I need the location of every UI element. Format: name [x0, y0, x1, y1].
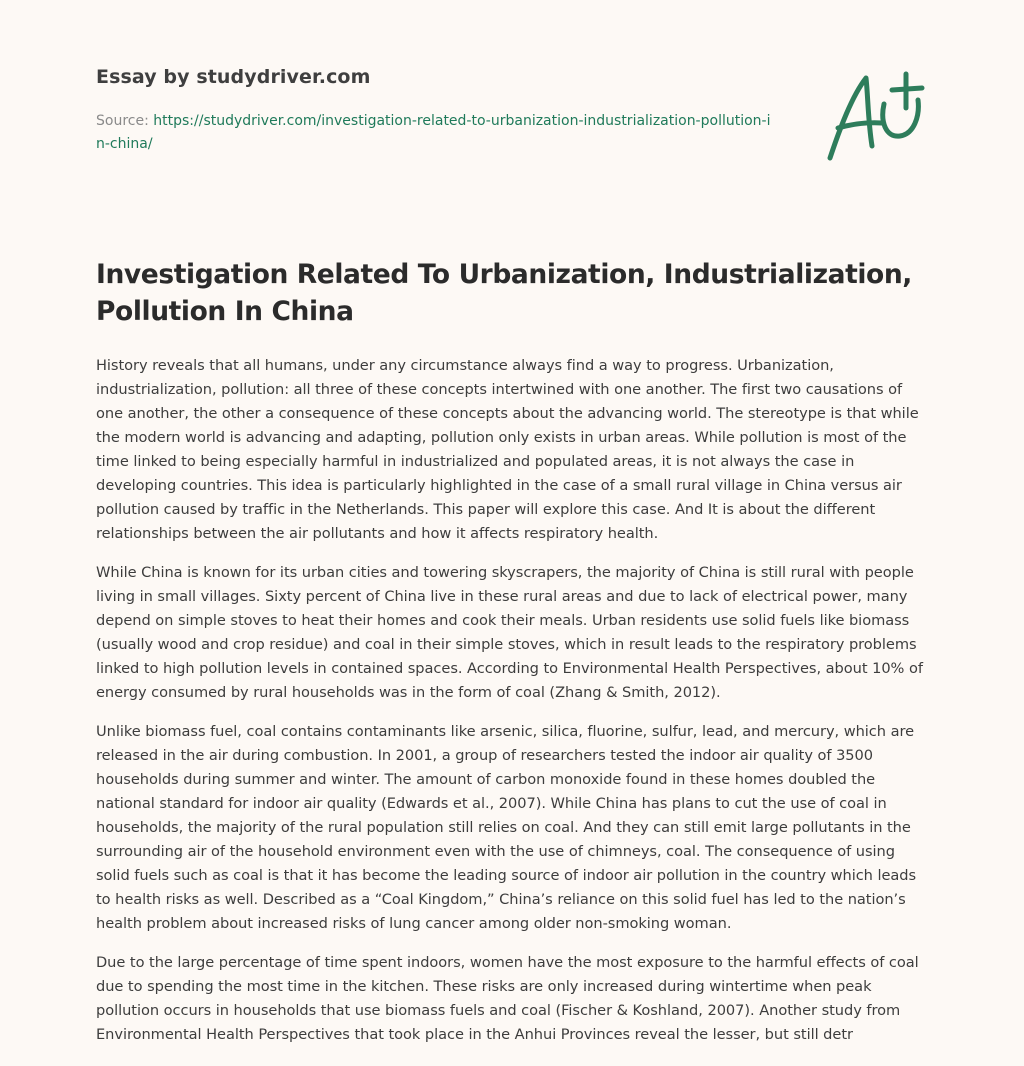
source-label: Source: [96, 113, 149, 129]
document-body [96, 354, 928, 1062]
document-title: Investigation Related To Urbanization, Industrialization, Pollution In China [96, 259, 912, 327]
paragraph: While China is known for its urban cities and towering skyscrapers, the majority of China is still rural with people living in small villages. Sixty percent of China live in these rural areas and due to lack of electrical power, many depend on simple stoves to heat their homes and cook their meals. Urban residents use solid fuels like biomass (usually wood and crop residue) and coal in their simple stoves, which in result leads to the respiratory problems linked to high pollution levels in contained spaces. According to Environmental Health Perspectives, about 10% of energy consumed by rural households was in the form of coal (Zhang & Smith, 2012). [96, 564, 923, 701]
source-link[interactable]: https://studydriver.com/investigation-related-to-urbanization-industrialization-pollution-in-china/ [96, 113, 771, 152]
a-plus-logo-icon [822, 66, 932, 166]
paragraph: Due to the large percentage of time spent indoors, women have the most exposure to the harmful effects of coal due to spending the most time in the kitchen. These risks are only increased during wintertime when peak pollution occurs in households that use biomass fuels and coal (Fischer & Koshland, 2007). Another study from Environmental Health Perspectives that took place in the Anhui Provinces reveal the lesser, but still detr [96, 954, 919, 1043]
page-header [96, 66, 796, 156]
paragraph: Unlike biomass fuel, coal contains contaminants like arsenic, silica, fluorine, sulfur, lead, and mercury, which are released in the air during combustion. In 2001, a group of researchers tested the indoor air quality of 3500 households during summer and winter. The amount of carbon monoxide found in these homes doubled the national standard for indoor air quality (Edwards et al., 2007). While China has plans to cut the use of coal in households, the majority of the rural population still relies on coal. And they can still emit large pollutants in the surrounding air of the household environment even with the use of chimneys, coal. The consequence of using solid fuels such as coal is that it has become the leading source of indoor air pollution in the country which leads to health risks as well. Described as a “Coal Kingdom,” China’s reliance on this solid fuel has led to the nation’s health problem about increased risks of lung cancer among older non-smoking woman. [96, 723, 917, 932]
paragraph: History reveals that all humans, under any circumstance always find a way to progress. Urbanization, industrialization, pollution: all three of these concepts intertwined with one another. The first two causations of one another, the other a consequence of these concepts about the advancing world. The stereotype is that while the modern world is advancing and adapting, pollution only exists in urban areas. While pollution is most of the time linked to being especially harmful in industrialized and populated areas, it is not always the case in developing countries. This idea is particularly highlighted in the case of a small rural village in China versus air pollution caused by traffic in the Netherlands. This paper will explore this case. And It is about the different relationships between the air pollutants and how it affects respiratory health. [96, 357, 919, 542]
source-line [96, 110, 776, 156]
site-title: Essay by studydriver.com [96, 66, 371, 88]
